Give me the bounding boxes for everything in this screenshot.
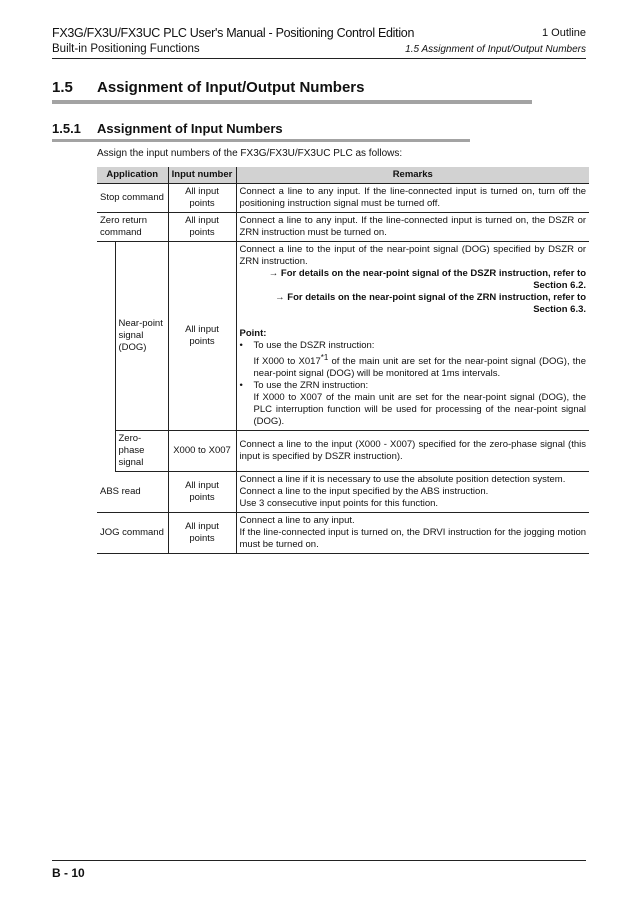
remarks-line: Connect a line if it is necessary to use the absolute position detection system. [239, 474, 566, 486]
section-title: Assignment of Input/Output Numbers [97, 79, 365, 96]
cell-input-number: All input points [168, 184, 236, 213]
table-header-row [97, 167, 589, 184]
section-number: 1.5 [52, 79, 73, 96]
point-bullet: • To use the DSZR instruction: [240, 340, 587, 352]
cross-reference-dszr: → For details on the near-point signal of the DSZR instruction, refer to Section 6.2. [268, 268, 587, 291]
cell-application: Stop command [97, 184, 168, 213]
cell-application: Zero-phase signal [115, 431, 168, 472]
table-row [97, 513, 589, 554]
table-row [97, 213, 589, 242]
remarks-line: Connect a line to the input specified by the ABS instruction. [239, 486, 489, 498]
intro-text: Assign the input numbers of the FX3G/FX3U/FX3UC PLC as follows: [97, 148, 403, 159]
chapter-label: 1 Outline [541, 27, 586, 39]
table-row [97, 184, 589, 213]
input-assignment-table [97, 167, 589, 554]
cell-input-number: All input points [168, 213, 236, 242]
remarks-line: If the line-connected input is turned on, the DRVI instruction for the jogging motion must be turned on. [239, 527, 587, 551]
cell-remarks: Connect a line to the input (X000 - X007) specified for the zero-phase signal (this input is specified by DSZR instruction). [236, 431, 589, 472]
remarks-line: Connect a line to any input. [239, 515, 355, 527]
cell-remarks [236, 242, 589, 431]
cell-input-number: All input points [168, 242, 236, 431]
running-header-left [52, 26, 414, 57]
remarks-line: Use 3 consecutive input points for this function. [239, 498, 439, 510]
cell-remarks: Connect a line to any input. If the line-connected input is turned on, turn off the positioning instruction signal must be turned off. [236, 184, 589, 213]
column-header-remarks: Remarks [236, 167, 589, 184]
subsection-title: Assignment of Input Numbers [97, 121, 283, 136]
cell-remarks: Connect a line to any input. If the line-connected input is turned on, the DSZR or ZRN instruction must be turned on. [236, 213, 589, 242]
subsection-heading-bar [52, 139, 470, 142]
cell-input-number: All input points [168, 513, 236, 554]
subsection-number: 1.5.1 [52, 121, 81, 136]
section-heading [52, 79, 365, 96]
table-row [97, 472, 589, 513]
cell-remarks [236, 513, 589, 554]
manual-subtitle: Built-in Positioning Functions [52, 43, 200, 55]
subsection-heading [52, 121, 283, 136]
cell-application: JOG command [97, 513, 168, 554]
point-bullet: • To use the ZRN instruction: [240, 380, 587, 392]
section-heading-bar [52, 100, 532, 104]
cell-input-number: All input points [168, 472, 236, 513]
cell-remarks [236, 472, 589, 513]
point-detail: If X000 to X007 of the main unit are set for the near-point signal (DOG), the PLC interruption function will be used for processing of the near-point signal (DOG). [253, 392, 587, 428]
manual-title: FX3G/FX3U/FX3UC PLC User's Manual - Positioning Control Edition [52, 26, 415, 40]
point-label: Point: [239, 328, 267, 339]
page-number: B - 10 [52, 866, 85, 880]
table-row [97, 431, 589, 472]
header-divider [52, 58, 586, 59]
column-header-input-number: Input number [168, 167, 236, 184]
running-header-right [405, 26, 586, 57]
footnote-marker: *1 [320, 353, 329, 362]
point-detail-text: If X000 to X017 [253, 356, 321, 368]
cell-application: Near-point signal (DOG) [115, 242, 168, 431]
point-detail-text: of the main unit are set for the near-point signal (DOG), the near-point signal (DOG) will be monitored at 1ms intervals. [253, 356, 587, 380]
indent-spacer [97, 242, 115, 472]
cell-input-number: X000 to X007 [168, 431, 236, 472]
cell-application: Zero return command [97, 213, 168, 242]
section-label: 1.5 Assignment of Input/Output Numbers [405, 44, 586, 55]
point-detail [240, 352, 587, 380]
column-header-application: Application [97, 167, 168, 184]
cell-application: ABS read [97, 472, 168, 513]
cross-reference-zrn: → For details on the near-point signal of the ZRN instruction, refer to Section 6.3. [275, 292, 587, 315]
remarks-main: Connect a line to the input of the near-point signal (DOG) specified by DSZR or ZRN instruction. [239, 244, 587, 267]
table-row [97, 242, 589, 431]
footer-divider [52, 860, 586, 861]
